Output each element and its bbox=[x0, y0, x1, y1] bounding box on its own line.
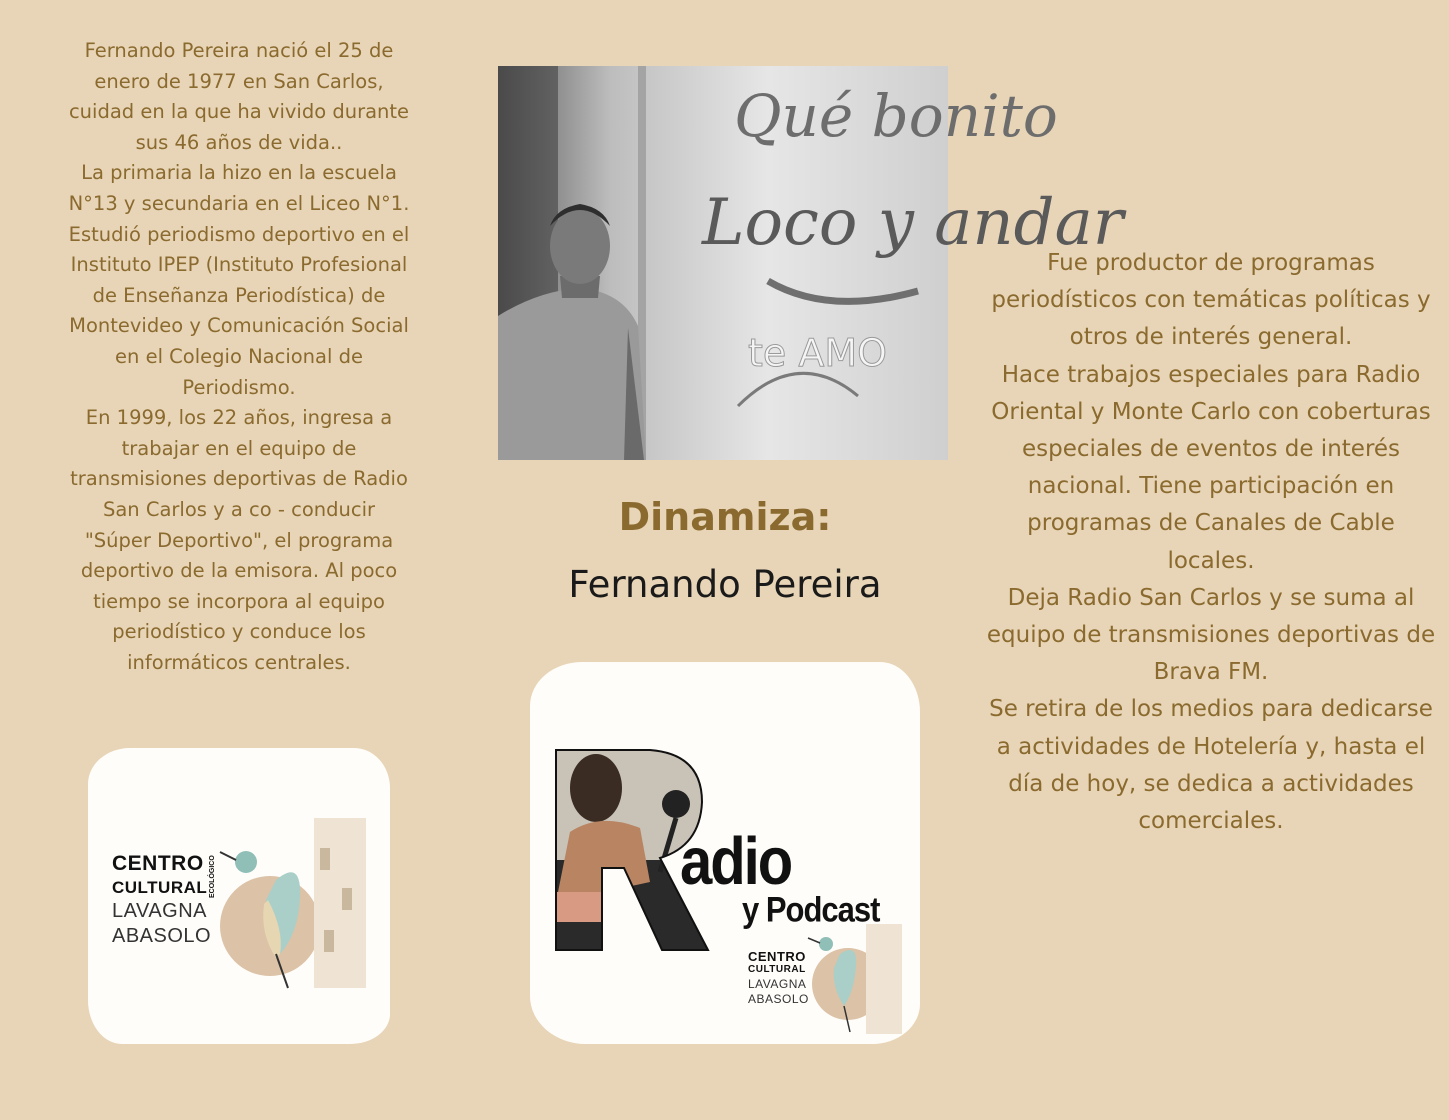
graffiti-line-3: te AMO bbox=[748, 331, 888, 375]
radio-podcast-logo-card bbox=[530, 662, 920, 1044]
logo-small-abasolo: ABASOLO bbox=[748, 992, 809, 1006]
graffiti-line-1: Qué bonito bbox=[734, 82, 1058, 150]
bio-left-text: Fernando Pereira nació el 25 de enero de 1977 en San Carlos, cuidad en la que ha vivido durante sus 46 años de vida.. La primaria la hizo en la escuela N°13 y secundaria en el Liceo N°1. Estudió periodismo deportivo en el Instituto IPEP (Instituto Profesional de Enseñanza Periodística) de Montevideo y Comunicación Social en el Colegio Nacional de Periodismo. En 1999, los 22 años, ingresa a trabajar en el equipo de transmisiones deportivas de Radio San Carlos y a co - conducir "Súper Deportivo", el programa deportivo de la emisora. Al poco tiempo se incorpora al equipo periodístico y conduce los informáticos centrales. bbox=[68, 39, 410, 674]
bio-right-text: Fue productor de programas periodísticos con temáticas políticas y otros de interés general. Hace trabajos especiales para Radio Oriental y Monte Carlo con coberturas especiales de eventos de interés nacional. Tiene participación en programas de Canales de Cable locales. Deja Radio San Carlos y se suma al equipo de transmisiones deportivas de Brava FM. Se retira de los medios para dedicarse a actividades de Hotelería y, hasta el día de hoy, se dedica a actividades comerciales. bbox=[986, 250, 1436, 835]
logo-small-centro: CENTRO bbox=[748, 949, 806, 964]
logo-abasolo: ABASOLO bbox=[112, 925, 212, 947]
radio-word: adio bbox=[680, 824, 792, 899]
logo-small-lavagna: LAVAGNA bbox=[748, 977, 807, 991]
logo-cultural: CULTURAL bbox=[112, 878, 208, 897]
logo-ecologico: ECOLÓGICO bbox=[209, 855, 216, 898]
portrait-illustration bbox=[498, 66, 1124, 460]
portrait-photo bbox=[498, 66, 1124, 460]
logo-small-cultural: CULTURAL bbox=[748, 964, 806, 975]
podcast-word: y Podcast bbox=[742, 889, 880, 930]
logo-lavagna: LAVAGNA bbox=[112, 900, 208, 922]
centro-cultural-logo-card bbox=[88, 748, 390, 1044]
dinamiza-heading: Dinamiza: bbox=[618, 495, 832, 539]
graffiti-line-2: Loco y andar bbox=[702, 186, 1124, 260]
logo-centro: CENTRO bbox=[112, 852, 204, 875]
host-name: Fernando Pereira bbox=[568, 563, 882, 606]
